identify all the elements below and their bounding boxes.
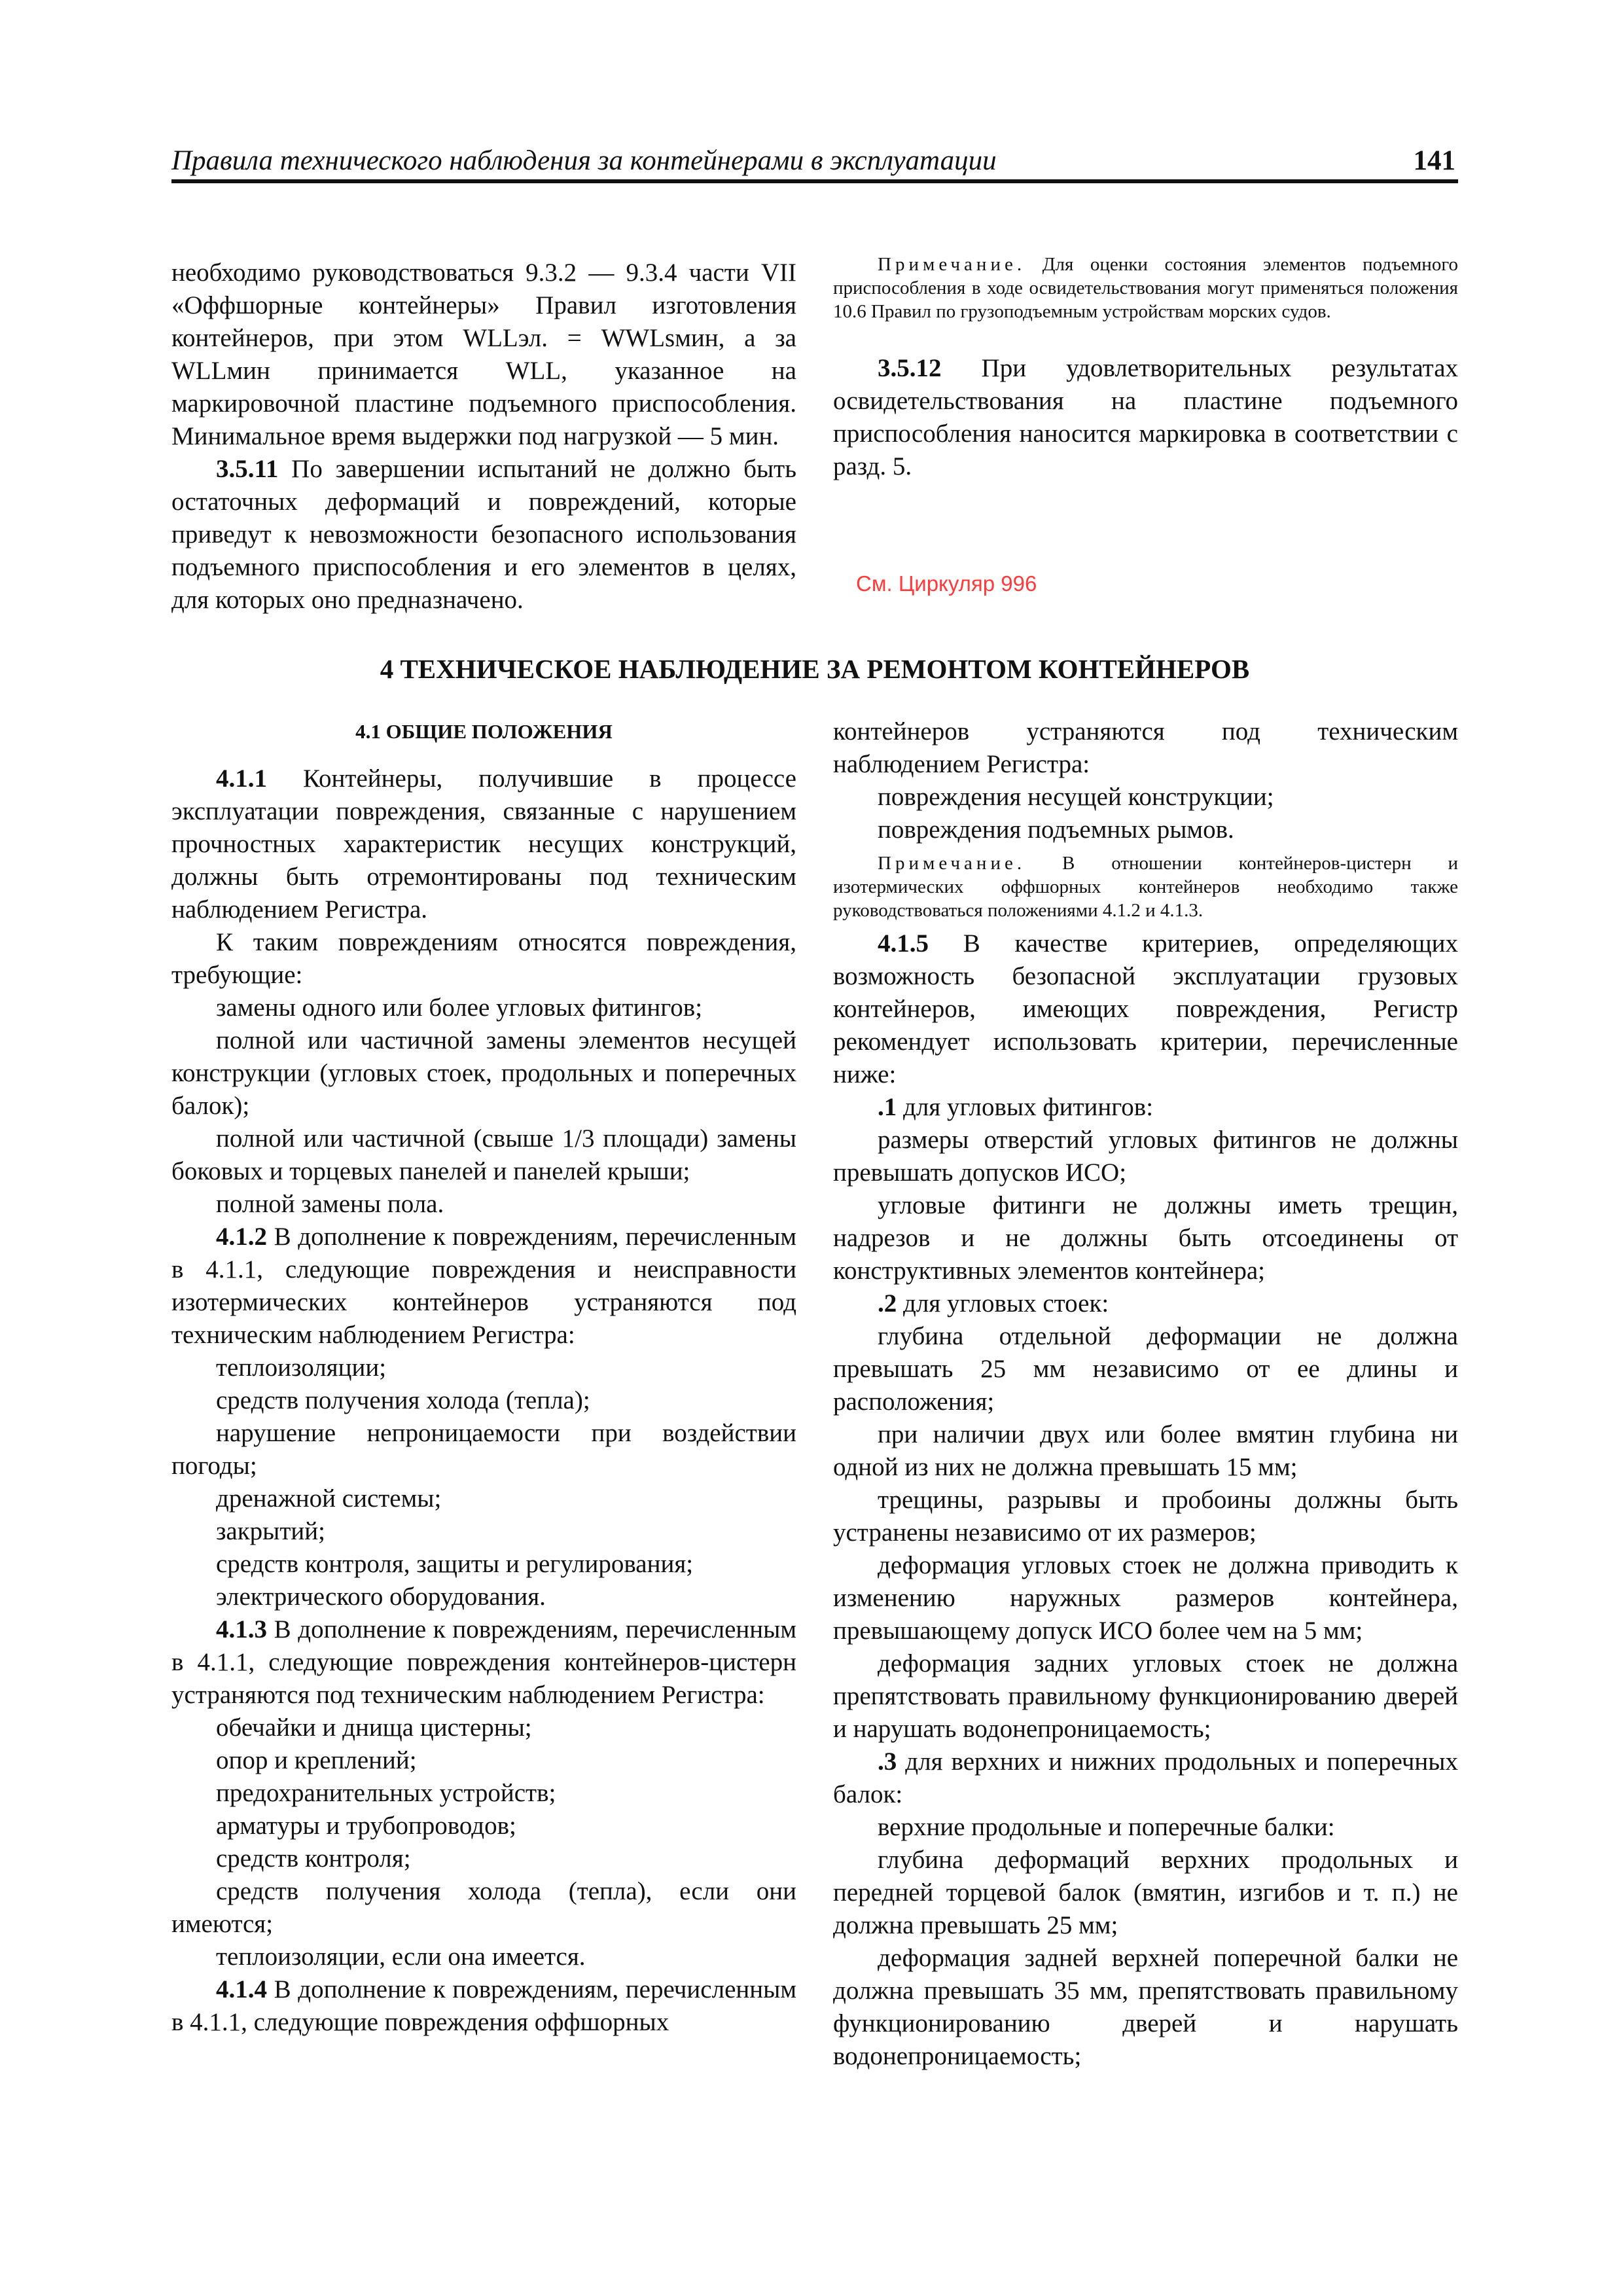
list-item: деформация задних угловых стоек не должна препятствовать правильному функционированию дверей и нарушать водонепроницаемость;	[833, 1649, 1458, 1743]
list-item: полной или частичной (свыше 1/3 площади) замены боковых и торцевых панелей и панелей крыши;	[171, 1124, 796, 1185]
list-item: арматуры и трубопроводов;	[216, 1812, 516, 1840]
list-item: предохранительных устройств;	[216, 1779, 556, 1807]
clause-number: 3.5.12	[878, 354, 942, 382]
top-left-column	[171, 257, 796, 617]
list-item: дренажной системы;	[216, 1484, 442, 1513]
clause-number: 4.1.5	[878, 929, 929, 958]
list-item: полной замены пола.	[216, 1190, 444, 1218]
clause-text: В дополнение к повреждениям, перечисленным в 4.1.1, следующие повреждения контейнеров-цистерн устраняются под техническим наблюдением Регистра:	[171, 1615, 796, 1709]
list-item: полной или частичной замены элементов несущей конструкции (угловых стоек, продольных и поперечных балок);	[171, 1026, 796, 1120]
list-item: обечайки и днища цистерны;	[216, 1713, 532, 1742]
list-item: глубина отдельной деформации не должна превышать 25 мм независимо от ее длины и расположения;	[833, 1322, 1458, 1416]
clause-text: В дополнение к повреждениям, перечисленным в 4.1.1, следующие повреждения оффшорных	[171, 1975, 796, 2036]
clause-text: Контейнеры, получившие в процессе эксплуатации повреждения, связанные с нарушением прочностных характеристик несущих конструкций, должны быть отремонтированы под техническим наблюдением Регистра.	[171, 764, 796, 924]
header-title: Правила технического наблюдения за контейнерами в эксплуатации	[171, 145, 997, 176]
paragraph-4-1-3	[171, 1613, 796, 1712]
list-item: деформация задней верхней поперечной балки не должна превышать 35 мм, препятствовать правильному функционированию дверей и нарушать водонепроницаемость;	[833, 1944, 1458, 2070]
paragraph-4-1-4	[171, 1973, 796, 2039]
clause-text: При удовлетворительных результатах освидетельствования на пластине подъемного приспособления наносится маркировка в соответствии с разд. 5.	[833, 354, 1458, 480]
list-item: угловые фитинги не должны иметь трещин, надрезов и не должны быть отсоединены от конструктивных элементов контейнера;	[833, 1191, 1458, 1285]
list-item: теплоизоляции, если она имеется.	[216, 1943, 586, 1971]
subclause-number: .2	[878, 1289, 897, 1318]
circular-reference-note: См. Циркуляр 996	[856, 571, 1037, 596]
subclause-text: для угловых фитингов:	[897, 1093, 1154, 1121]
subclause-1	[833, 1091, 1458, 1124]
list-item: трещины, разрывы и пробоины должны быть устранены независимо от их размеров;	[833, 1486, 1458, 1547]
paragraph-4-1-2	[171, 1221, 796, 1352]
note-text: В отношении контейнеров-цистерн и изотермических оффшорных контейнеров необходимо также руководствоваться положениями 4.1.2 и 4.1.3.	[833, 853, 1458, 921]
note-label: Примечание.	[878, 254, 1026, 275]
subclause-text: для угловых стоек:	[897, 1289, 1109, 1318]
paragraph-4-1-5	[833, 927, 1458, 1091]
list-item: замены одного или более угловых фитингов;	[216, 994, 703, 1022]
list-item: повреждения несущей конструкции;	[878, 783, 1274, 811]
subclause-text: для верхних и нижних продольных и поперечных балок:	[833, 1748, 1458, 1808]
paragraph-3-5-11	[171, 453, 796, 617]
list-item: средств получения холода (тепла);	[216, 1386, 590, 1414]
subclause-3	[833, 1746, 1458, 1811]
list-item: средств контроля, защиты и регулирования;	[216, 1550, 694, 1578]
list-item: верхние продольные и поперечные балки:	[878, 1813, 1335, 1841]
subsection-title: 4.1 ОБЩИЕ ПОЛОЖЕНИЯ	[355, 720, 613, 743]
list-item: опор и креплений;	[216, 1746, 417, 1774]
page-number: 141	[1413, 145, 1455, 176]
subclause-number: .1	[878, 1093, 897, 1121]
note-label: Примечание.	[878, 853, 1026, 874]
paragraph-3-5-12	[833, 352, 1458, 483]
section-title: 4 ТЕХНИЧЕСКОЕ НАБЛЮДЕНИЕ ЗА РЕМОНТОМ КОНТЕЙНЕРОВ	[380, 654, 1250, 684]
list-item: средств контроля;	[216, 1844, 411, 1873]
left-column	[171, 715, 796, 2039]
clause-number: 4.1.1	[216, 764, 267, 793]
clause-text: По завершении испытаний не должно быть остаточных деформаций и повреждений, которые приведут к невозможности безопасного использования подъемного приспособления и его элементов в целях, для которых оно предназначено.	[171, 455, 796, 614]
note-text: Для оценки состояния элементов подъемного приспособления в ходе освидетельствования могут применяться положения 10.6 Правил по грузоподъемным устройствам морских судов.	[833, 254, 1458, 322]
right-column	[833, 715, 1458, 2073]
clause-number: 4.1.2	[216, 1223, 267, 1251]
list-item: при наличии двух или более вмятин глубина ни одной из них не должна превышать 15 мм;	[833, 1420, 1458, 1481]
paragraph-3-5-10-continuation: необходимо руководствоваться 9.3.2 — 9.3.4 части VII «Оффшорные контейнеры» Правил изготовления контейнеров, при этом WLLэл. = WWLsмин, а за WLLмин принимается WLL, указанное на маркировочной пластине подъемного приспособления. Минимальное время выдержки под нагрузкой — 5 мин.	[171, 259, 796, 450]
running-header	[171, 143, 1458, 183]
top-right-column	[833, 253, 1458, 483]
note-3-5	[833, 253, 1458, 323]
list-item: нарушение непроницаемости при воздействии погоды;	[171, 1419, 796, 1480]
list-item: закрытий;	[216, 1517, 325, 1545]
paragraph-damage-intro: К таким повреждениям относятся повреждения, требующие:	[171, 928, 796, 989]
subclause-number: .3	[878, 1748, 897, 1776]
list-item: теплоизоляции;	[216, 1354, 387, 1382]
paragraph-4-1-1	[171, 762, 796, 926]
clause-number: 3.5.11	[216, 455, 279, 483]
clause-number: 4.1.3	[216, 1615, 267, 1643]
clause-number: 4.1.4	[216, 1975, 267, 2003]
list-item: средств получения холода (тепла), если они имеются;	[171, 1877, 796, 1938]
paragraph-4-1-4-continuation: контейнеров устраняются под техническим наблюдением Регистра:	[833, 717, 1458, 778]
list-item: размеры отверстий угловых фитингов не должны превышать допусков ИСО;	[833, 1126, 1458, 1187]
subclause-2	[833, 1287, 1458, 1320]
list-item: деформация угловых стоек не должна приводить к изменению наружных размеров контейнера, превышающему допуск ИСО более чем на 5 мм;	[833, 1551, 1458, 1645]
clause-text: В качестве критериев, определяющих возможность безопасной эксплуатации грузовых контейнеров, имеющих повреждения, Регистр рекомендует использовать критерии, перечисленные ниже:	[833, 929, 1458, 1088]
list-item: электрического оборудования.	[216, 1583, 546, 1611]
clause-text: В дополнение к повреждениям, перечисленным в 4.1.1, следующие повреждения и неисправности изотермических контейнеров устраняются под техническим наблюдением Регистра:	[171, 1223, 796, 1349]
list-item: глубина деформаций верхних продольных и передней торцевой балок (вмятин, изгибов и т. п.) не должна превышать 25 мм;	[833, 1846, 1458, 1939]
note-4-1-4	[833, 852, 1458, 922]
list-item: повреждения подъемных рымов.	[878, 816, 1234, 844]
